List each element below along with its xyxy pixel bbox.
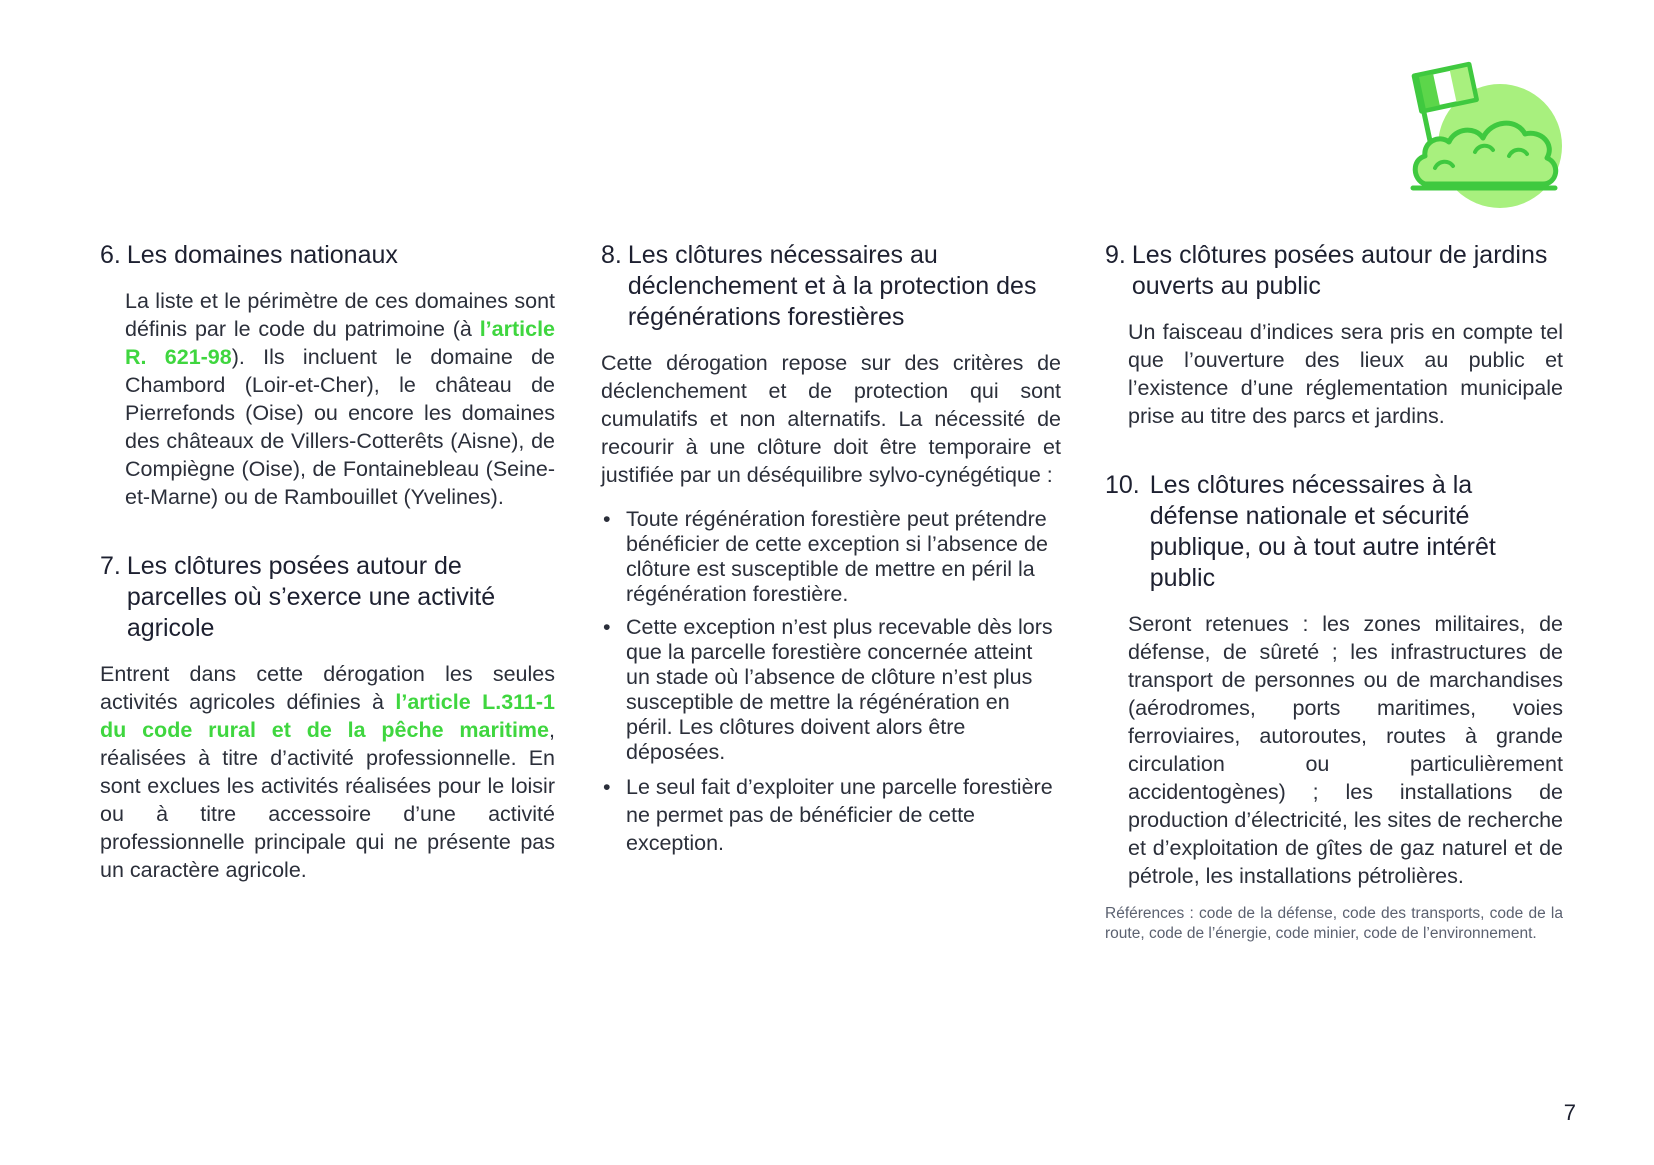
section-10-heading [1105,470,1563,594]
column-right [1105,240,1563,944]
section-8-number: 8. [601,241,622,269]
column-middle [601,240,1061,865]
section-9 [1105,240,1563,430]
section-7-text-a: Entrent dans cette dérogation les seules activités agricoles définies à [100,662,555,714]
column-left [100,240,555,884]
section-10-paragraph: Seront retenues : les zones militaires, de défense, de sûreté ; les infrastructures de transport de personnes ou de marchandises (aérodromes, ports maritimes, voies ferroviaires, autoroutes, routes à grande circulation ou particulièrement accidentogènes) ; les installations de production d’électricité, les sites de recherche et d’exploitation de gîtes de gaz naturel et de pétrole, les installations pétrolières. [1128,612,1563,888]
list-item [601,507,1061,607]
section-10 [1105,470,1563,944]
section-6-number: 6. [100,241,121,269]
list-item [601,773,1061,857]
section-7-title: Les clôtures posées autour de parcelles où s’exerce une activité agricole [126,552,496,642]
page-number: 7 [1563,1100,1576,1125]
section-8-heading [601,240,1061,333]
article-l311-1-link[interactable]: l’article L.311-1 du code rural et de la pêche maritime [100,690,555,742]
bullet-icon: • [603,507,611,531]
bullet-icon: • [603,615,611,639]
section-8-title: Les clôtures nécessaires au déclenchement et à la protection des régénérations forestières [627,241,1037,331]
list-item-text: Cette exception n’est plus recevable dès lors que la parcelle forestière concernée atteint un stade où l’absence de clôture n’est plus susceptible de mettre la régénération en péril. Les clôtures doivent alors être déposées. [626,615,1053,764]
section-6 [100,240,555,511]
section-7-paragraph [100,660,555,884]
section-9-number: 9. [1105,241,1126,269]
list-item [601,615,1061,765]
section-7-text-b: , réalisées à titre d’activité professionnelle. En sont exclues les activités réalisées pour le loisir ou à titre accessoire d’une activité professionnelle principale qui ne présente pas un caractère agricole. [100,718,555,882]
section-7-number: 7. [100,552,121,580]
section-9-title: Les clôtures posées autour de jardins ouverts au public [1131,241,1548,300]
section-9-paragraph: Un faisceau d’indices sera pris en compte tel que l’ouverture des lieux au public et l’existence d’une réglementation municipale prise au titre des parcs et jardins. [1128,320,1563,428]
list-item-text: Toute régénération forestière peut prétendre bénéficier de cette exception si l’absence de clôture est susceptible de mettre en péril la régénération forestière. [626,507,1048,606]
bullet-icon: • [603,775,611,799]
flag-and-tree-icon [1405,56,1563,214]
article-r621-98-link[interactable]: l’article R. 621-98 [125,317,555,369]
section-8 [601,240,1061,857]
section-8-paragraph: Cette dérogation repose sur des critères de déclenchement et de protection qui sont cumulatifs et non alternatifs. La nécessité de recourir à une clôture doit être temporaire et justifiée par un déséquilibre sylvo-cynégétique : [601,351,1061,487]
section-10-title: Les clôtures nécessaires à la défense nationale et sécurité publique, ou à tout autre intérêt public [1149,471,1496,592]
section-6-paragraph [100,287,555,511]
list-item-text: Le seul fait d’exploiter une parcelle forestière ne permet pas de bénéficier de cette exception. [626,775,1053,855]
references-note: Références : code de la défense, code des transports, code de la route, code de l’énergie, code minier, code de l’environnement. [1105,905,1563,942]
section-7 [100,551,555,884]
section-6-text-b: ). Ils incluent le domaine de Chambord (Loir-et-Cher), le château de Pierrefonds (Oise) ou encore les domaines des châteaux de Villers-Cotterêts (Aisne), de Compiègne (Oise), de Fontainebleau (Seine-et-Marne) ou de Rambouillet (Yvelines). [125,345,555,509]
section-6-text-a: La liste et le périmètre de ces domaines sont définis par le code du patrimoine (à [125,289,555,341]
section-7-heading [100,551,555,644]
section-6-title: Les domaines nationaux [126,241,398,269]
section-9-heading [1105,240,1563,302]
section-10-number: 10. [1105,471,1140,499]
section-8-bullet-list [601,507,1061,857]
section-6-heading [100,240,555,271]
